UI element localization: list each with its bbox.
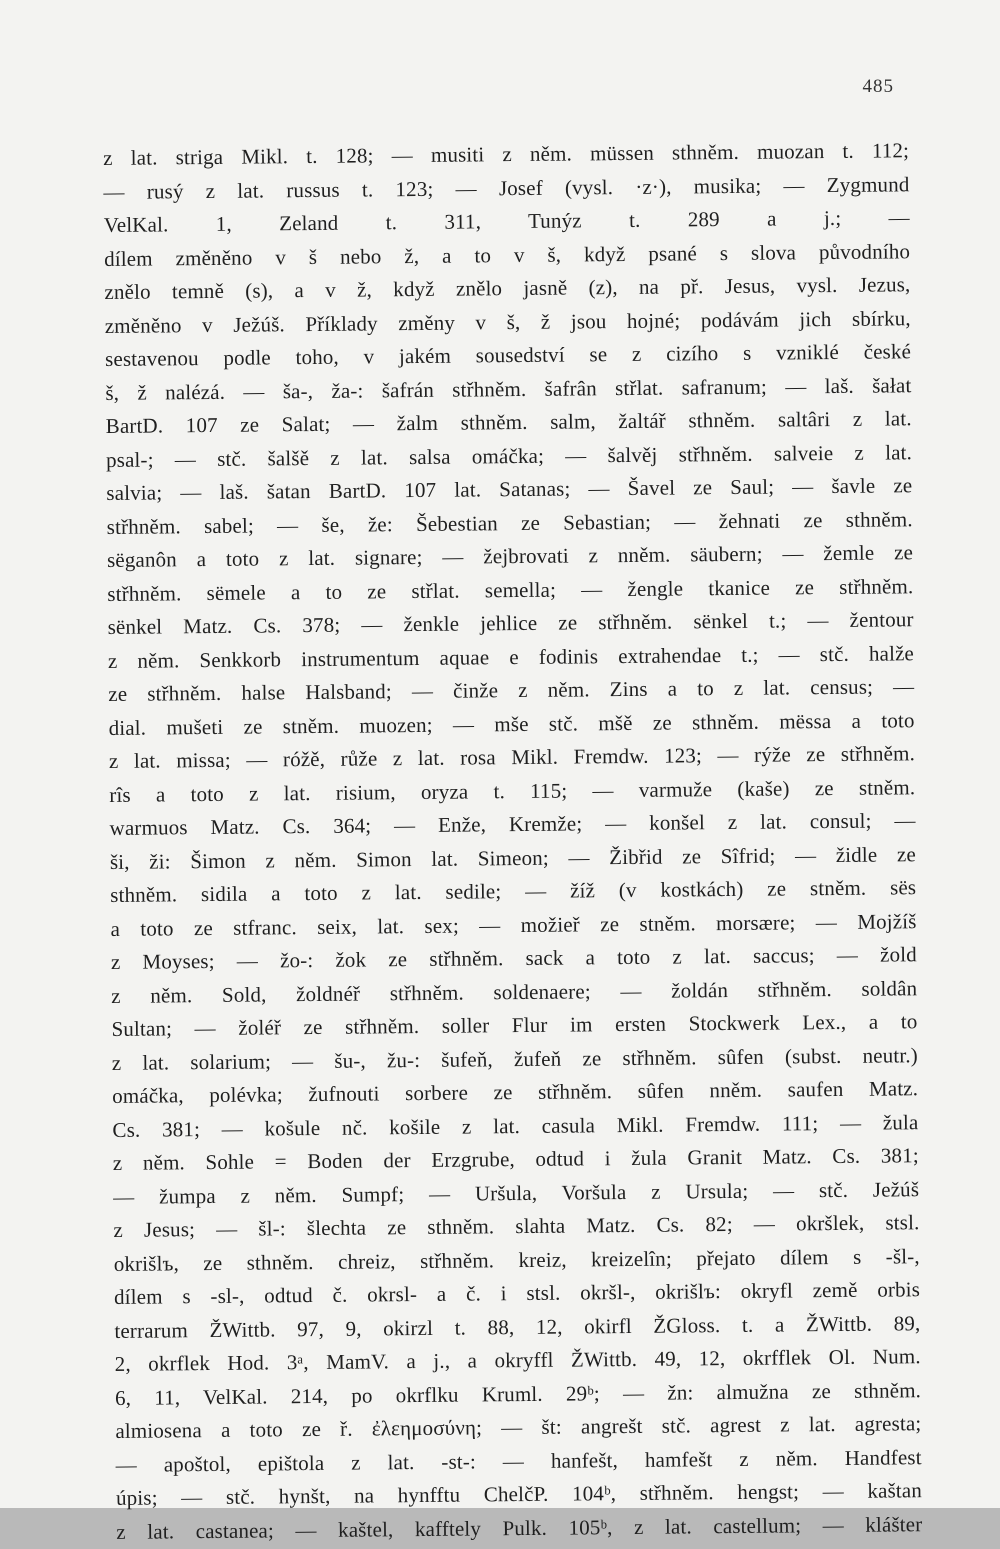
text-line: z Jesus; — šl-: šlechta ze sthněm. slahta Matz. Cs. 82; — okršlek, stsl. bbox=[113, 1210, 920, 1242]
text-line: BartD. 107 ze Salat; — žalm sthněm. salm, žaltář sthněm. saltâri z lat. bbox=[105, 406, 912, 438]
page-number: 485 bbox=[862, 76, 894, 97]
text-line: terrarum ŽWittb. 97, 9, okirzl t. 88, 12, okirfl ŽGloss. t. a ŽWittb. 89, bbox=[114, 1310, 921, 1343]
text-line: dial. mušeti ze stněm. muozen; — mše stč. mšě ze sthněm. mëssa a toto bbox=[108, 707, 915, 740]
text-line: warmuos Matz. Cs. 364; — Enže, Kremže; — konšel z lat. consul; — bbox=[109, 808, 916, 840]
text-line: z něm. Senkkorb instrumentum aquae e fodinis extrahendae t.; — stč. halže bbox=[107, 640, 915, 673]
text-line: dílem změněno v š nebo ž, a to v š, když psané s slova původního bbox=[104, 238, 911, 271]
text-line: z lat. solarium; — šu-, žu-: šufeň, žufeň ze střhněm. sûfen (subst. neutr.) bbox=[111, 1042, 918, 1075]
text-line: ze střhněm. halse Halsband; — činže z něm. Zins a to z lat. census; — bbox=[108, 674, 915, 706]
text-line: — apoštol, epištola z lat. -st-: — hanfešt, hamfešt z něm. Handfest bbox=[115, 1444, 922, 1477]
text-line: sthněm. sidila a toto z lat. sedile; — žíž (v kostkách) ze stněm. sës bbox=[110, 875, 917, 907]
text-line: sëganôn a toto z lat. signare; — žejbrovati z nněm. säubern; — žemle ze bbox=[106, 540, 914, 572]
text-line: změněno v Ježúš. Příklady změny v š, ž jsou hojné; podávám jich sbírku, bbox=[104, 305, 911, 338]
text-line: znělo temně (s), a v ž, když znělo jasně (z), na př. Jesus, vysl. Jezus, bbox=[104, 272, 911, 304]
text-line: 2, okrflek Hod. 3ᵃ, MamV. a j., a okryffl ŽWittb. 49, 12, okrfflek Ol. Num. bbox=[114, 1344, 921, 1376]
text-line: psal-; — stč. šalšě z lat. salsa omáčka; — šalvěj střhněm. salveie z lat. bbox=[105, 439, 913, 472]
text-line: úpis; — stč. hynšt, na hynfftu ChelčP. 104ᵇ, střhněm. hengst; — kaštan bbox=[115, 1478, 923, 1510]
text-line: Cs. 381; — košule nč. košile z lat. casula Mikl. Fremdw. 111; — žula bbox=[112, 1109, 919, 1142]
text-line: okrišlъ, ze sthněm. chreiz, střhněm. kreiz, kreizelîn; přejato dílem s -šl-, bbox=[113, 1243, 920, 1276]
text-line: dílem s -sl-, odtud č. okrsl- a č. i stsl. okršl-, okrišlъ: okryfl země orbis bbox=[113, 1277, 921, 1309]
text-line: sestavenou podle toho, v jakém sousedství se z cizího s vzniklé české bbox=[104, 339, 912, 371]
text-line: — žumpa z něm. Sumpf; — Uršula, Voršula z Ursula; — stč. Ježúš bbox=[113, 1176, 920, 1209]
text-line: z něm. Sohle = Boden der Erzgrube, odtud i žula Granit Matz. Cs. 381; bbox=[112, 1143, 919, 1175]
text-line: z lat. castanea; — kaštel, kafftely Pulk. 105ᵇ, z lat. castellum; — klášter bbox=[116, 1511, 923, 1544]
text-line: z Moyses; — žo-: žok ze střhněm. sack a toto z lat. saccus; — žold bbox=[110, 942, 917, 974]
text-line: VelKal. 1, Zeland t. 311, Tunýz t. 289 a j.; — bbox=[103, 205, 910, 237]
text-line: ši, ži: Šimon z něm. Simon lat. Simeon; — Žibřid ze Sîfrid; — židle ze bbox=[109, 841, 916, 874]
text-line: z něm. Sold, žoldnéř střhněm. soldenaere; — žoldán střhněm. soldân bbox=[111, 975, 918, 1008]
text-line: 6, 11, VelKal. 214, po okrflku Kruml. 29ᵇ; — žn: almužna ze sthněm. bbox=[114, 1377, 922, 1410]
text-line: střhněm. sëmele a to ze střlat. semella; — žengle tkanice ze střhněm. bbox=[107, 573, 914, 606]
text-line: rîs a toto z lat. risium, oryza t. 115; — varmuže (kaše) ze stněm. bbox=[109, 774, 916, 807]
text-line: š, ž nalézá. — ša-, ža-: šafrán střhněm. šafrân střlat. safranum; — laš. šałat bbox=[105, 372, 912, 405]
text-line: — rusý z lat. russus t. 123; — Josef (vysl. ·z·), musika; — Zygmund bbox=[103, 171, 910, 204]
text-line: z lat. missa; — róžě, růže z lat. rosa Mikl. Fremdw. 123; — rýže ze střhněm. bbox=[108, 741, 916, 773]
text-block bbox=[103, 134, 922, 1549]
text-line: sënkel Matz. Cs. 378; — ženkle jehlice ze střhněm. sënkel t.; — žentour bbox=[107, 607, 914, 639]
text-line: salvia; — laš. šatan BartD. 107 lat. Satanas; — Šavel ze Saul; — šavle ze bbox=[106, 473, 913, 505]
text-line: z lat. striga Mikl. t. 128; — musiti z něm. müssen sthněm. muozan t. 112; bbox=[103, 138, 910, 170]
text-line: almiosena a toto ze ř. ἐλεημοσύνη; — št: angrešt stč. agrest z lat. agresta; bbox=[115, 1411, 922, 1443]
text-line: a toto ze stfranc. seix, lat. sex; — možieř ze stněm. morsære; — Mojžíš bbox=[110, 908, 917, 941]
text-line: Sultan; — žoléř ze střhněm. soller Flur im ersten Stockwerk Lex., a to bbox=[111, 1009, 918, 1041]
text-line: omáčka, polévka; žufnouti sorbere ze střhněm. sûfen nněm. saufen Matz. bbox=[112, 1076, 919, 1108]
text-line: střhněm. sabel; — še, že: Šebestian ze Sebastian; — žehnati ze sthněm. bbox=[106, 506, 913, 539]
